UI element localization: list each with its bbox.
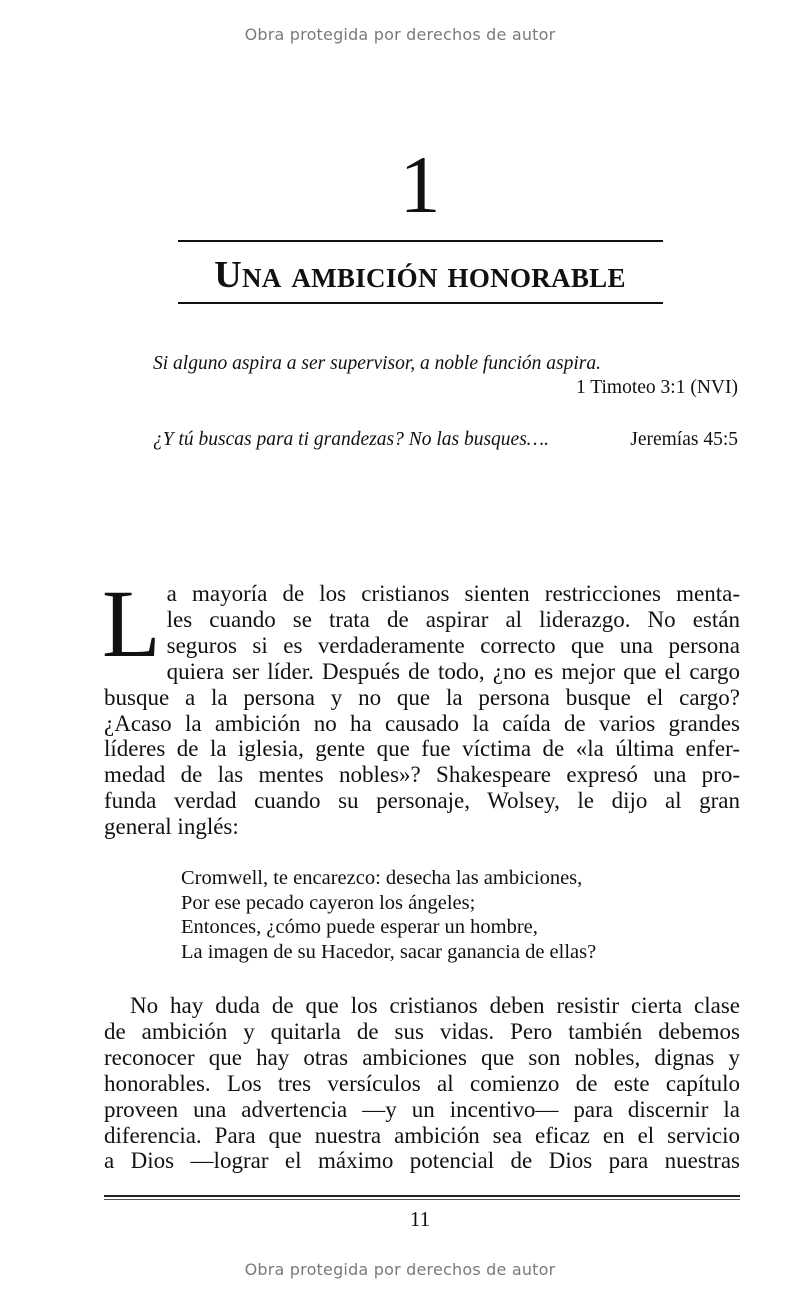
footer-rule-thin <box>104 1199 740 1200</box>
copyright-watermark-top: Obra protegida por derechos de autor <box>244 25 556 44</box>
text-line: honorables. Los tres versículos al comienzo de este capítulo <box>104 1070 740 1096</box>
chapter-number: 1 <box>399 139 441 230</box>
epigraph-1 <box>153 352 738 400</box>
verse-line: Entonces, ¿cómo puede esperar un hombre, <box>181 916 538 938</box>
text-line: seguros si es verdaderamente correcto que una persona <box>166 632 740 658</box>
epigraph-quote: Si alguno aspira a ser supervisor, a noble función aspira. <box>153 353 601 374</box>
verse-line: Cromwell, te encarezco: desecha las ambiciones, <box>181 867 583 889</box>
text-line: medad de las mentes nobles»? Shakespeare expresó una pro- <box>104 762 740 788</box>
text-line: líderes de la iglesia, gente que fue víctima de «la última enfer- <box>104 736 740 762</box>
drop-cap: L <box>102 570 161 677</box>
copyright-watermark-bottom: Obra protegida por derechos de autor <box>244 1260 556 1279</box>
text-line: ¿Acaso la ambición no ha causado la caída de varios grandes <box>104 710 740 736</box>
epigraph-reference: Jeremías 45:5 <box>630 429 738 450</box>
text-line: funda verdad cuando su personaje, Wolsey, le dijo al gran <box>104 788 740 814</box>
text-line: reconocer que hay otras ambiciones que son nobles, dignas y <box>104 1044 740 1070</box>
text-line: a Dios —lograr el máximo potencial de Dios para nuestras <box>104 1148 740 1174</box>
page-number: 11 <box>409 1207 431 1231</box>
verse-quote <box>181 866 701 964</box>
text-line: les cuando se trata de aspirar al liderazgo. No están <box>166 606 740 632</box>
text-line: diferencia. Para que nuestra ambición sea eficaz en el servicio <box>104 1122 740 1148</box>
chapter-rule-bottom <box>178 302 663 304</box>
text-line: de ambición y quitarla de sus vidas. Pero también debemos <box>104 1018 740 1044</box>
chapter-rule-top <box>178 240 663 242</box>
chapter-title: Una ambición honorable <box>214 254 626 296</box>
verse-line: La imagen de su Hacedor, sacar ganancia de ellas? <box>181 940 597 963</box>
text-line: No hay duda de que los cristianos deben resistir cierta clase <box>130 993 740 1018</box>
paragraph-1 <box>102 570 740 840</box>
paragraph-2 <box>104 993 740 1174</box>
epigraph-2 <box>153 428 738 452</box>
text-line: busque a la persona y no que la persona busque el cargo? <box>104 684 740 710</box>
text-line: proveen una advertencia —y un incentivo— para discernir la <box>104 1096 740 1122</box>
footer-rule <box>104 1195 740 1197</box>
text-line: quiera ser líder. Después de todo, ¿no es mejor que el cargo <box>166 658 740 684</box>
text-line: general inglés: <box>104 814 239 840</box>
epigraph-quote: ¿Y tú buscas para ti grandezas? No las busques…. <box>153 429 549 450</box>
text-line: a mayoría de los cristianos sienten restricciones menta- <box>166 581 740 606</box>
epigraph-reference: 1 Timoteo 3:1 (NVI) <box>576 377 738 398</box>
verse-line: Por ese pecado cayeron los ángeles; <box>181 891 476 914</box>
